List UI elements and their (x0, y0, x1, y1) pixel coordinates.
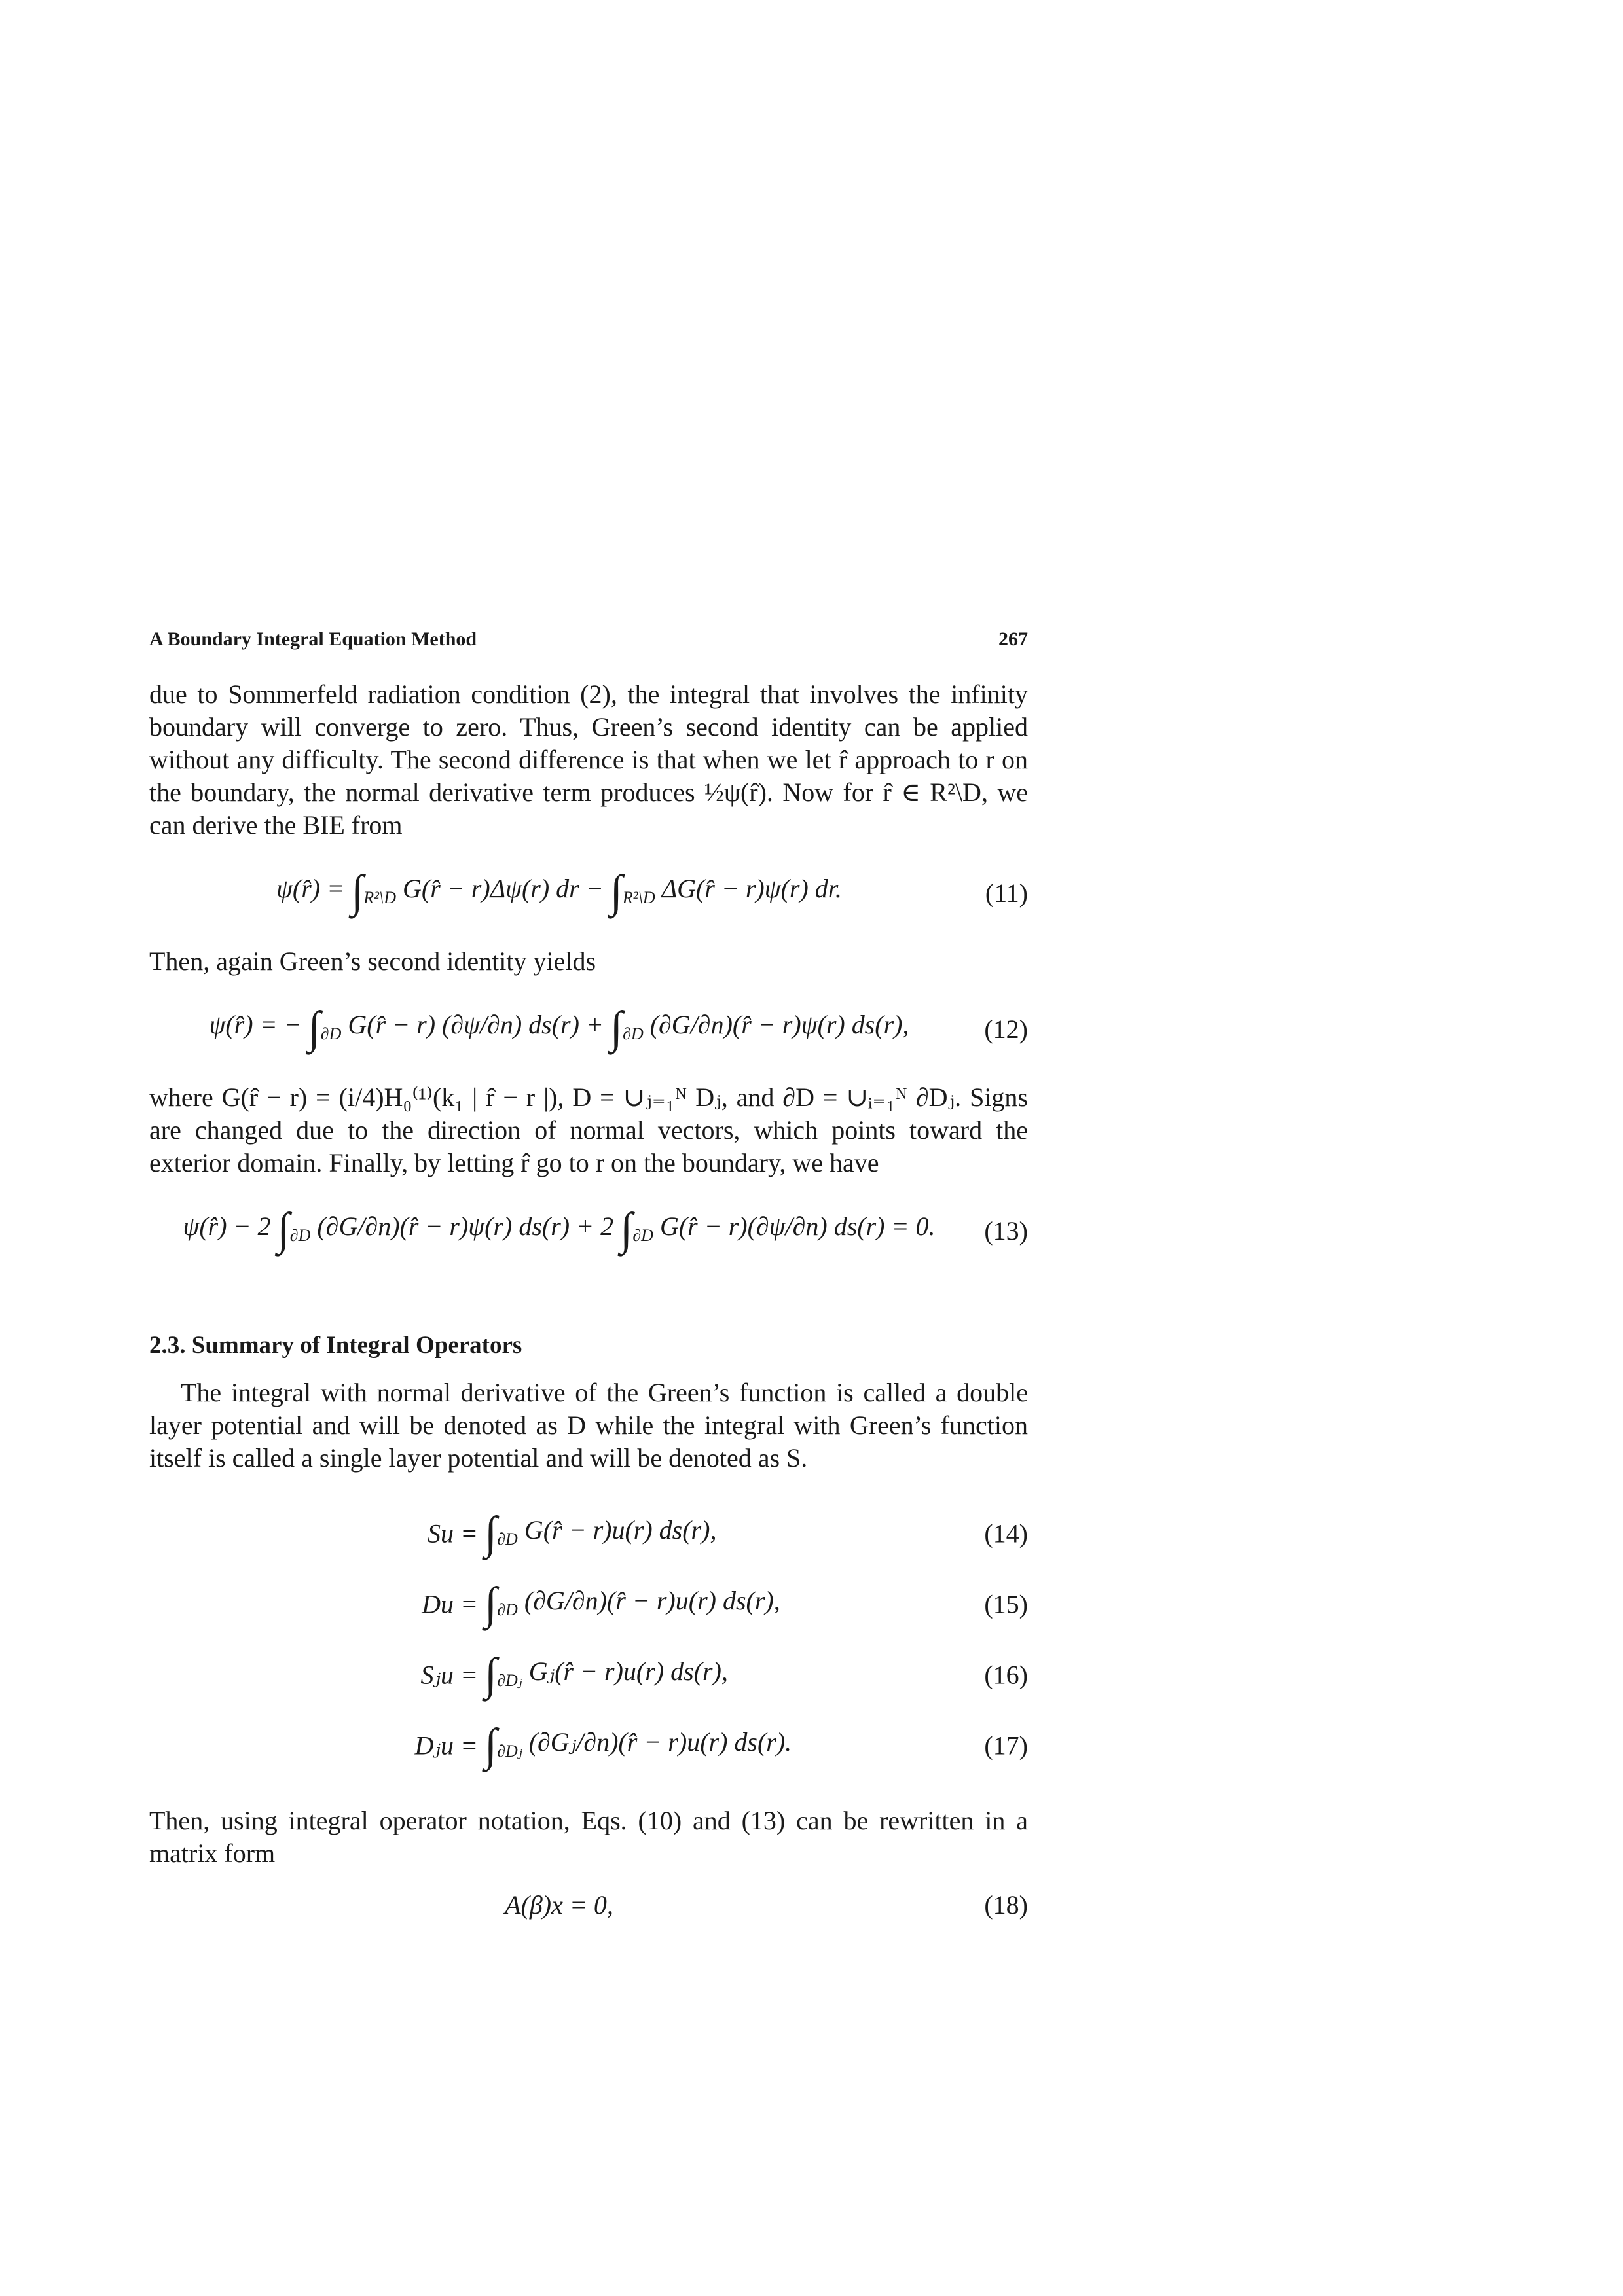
equation-number: (18) (984, 1890, 1028, 1920)
eq13-term-2: G(r̂ − r)(∂ψ/∂n) ds(r) = 0. (659, 1211, 936, 1241)
paragraph-1: due to Sommerfeld radiation condition (2), the integral that involves the infinity boundary will converge to zero. Thus, Green’s second identity can be applied without any difficulty. The second difference is that when we let r̂ approach to r on the boundary, the normal derivative term produces ½ψ(r̂). Now for r̂ ∈ R²\D, we can derive the BIE from (149, 679, 1028, 840)
integral-sign: ∫ (484, 1649, 498, 1700)
running-head-title: A Boundary Integral Equation Method (149, 628, 477, 650)
operator-integrand: (∂Gⱼ/∂n)(r̂ − r)u(r) ds(r). (528, 1727, 792, 1757)
eq12-term-1: G(r̂ − r) (∂ψ/∂n) ds(r) + (348, 1010, 604, 1039)
operator-integrand: (∂G/∂n)(r̂ − r)u(r) ds(r), (524, 1586, 780, 1615)
running-head (149, 628, 1028, 651)
integral-sign: ∫ (308, 1003, 321, 1053)
equation-number: (14) (984, 1518, 1028, 1549)
page-content (149, 628, 1028, 1941)
paragraph-3: where G(r̂ − r) = (i/4)H₀⁽¹⁾(k₁ | r̂ − r |), D = ∪ⱼ₌₁ᴺ Dⱼ, and ∂D = ∪ᵢ₌₁ᴺ ∂Dⱼ. Signs are changed due to the direction of normal vectors, which points toward the exterior domain. Finally, by letting r̂ go to r on the boundary, we have (149, 1083, 1028, 1177)
operator-integrand: Gⱼ(r̂ − r)u(r) ds(r), (528, 1657, 728, 1686)
eq11-term-2: ΔG(r̂ − r)ψ(r) dr. (661, 874, 842, 903)
integral-sign: ∫ (351, 867, 364, 917)
equation-12 (149, 994, 1028, 1066)
operator-lhs: Sⱼu = (420, 1660, 478, 1690)
integral-sign: ∫ (620, 1204, 633, 1255)
equation-number: (17) (984, 1731, 1028, 1761)
paragraph-4: The integral with normal derivative of the Green’s function is called a double layer potential and will be denoted as D while the integral with Green’s function itself is called a single layer potential and will be denoted as S. (149, 1378, 1028, 1473)
integral-sign: ∫ (610, 1003, 623, 1053)
equation-number: (11) (985, 878, 1028, 908)
operator-row (149, 1498, 1028, 1569)
eq13-lhs: ψ(r̂) − 2 (183, 1211, 271, 1241)
eq12-term-2: (∂G/∂n)(r̂ − r)ψ(r) ds(r), (649, 1010, 909, 1039)
operator-row (149, 1640, 1028, 1710)
operator-row (149, 1710, 1028, 1781)
eq11-domain-1: R²\D (363, 888, 396, 907)
equation-number: (12) (984, 1014, 1028, 1044)
equation-13 (149, 1195, 1028, 1267)
operator-lhs: Su = (428, 1518, 478, 1549)
operator-domain: ∂Dⱼ (497, 1742, 522, 1761)
operator-integrand: G(r̂ − r)u(r) ds(r), (524, 1515, 717, 1545)
operator-definitions (149, 1498, 1028, 1781)
operator-domain: ∂Dⱼ (497, 1671, 522, 1690)
paragraph-2: Then, again Green’s second identity yields (149, 946, 596, 976)
eq12-domain-1: ∂D (320, 1024, 342, 1043)
operator-rhs (484, 1719, 792, 1772)
integral-sign: ∫ (484, 1579, 498, 1629)
eq13-term-1: (∂G/∂n)(r̂ − r)ψ(r) ds(r) + 2 (317, 1211, 614, 1241)
operator-rhs (484, 1578, 780, 1630)
equation-number: (15) (984, 1589, 1028, 1619)
eq11-term-1: G(r̂ − r)Δψ(r) dr − (402, 874, 604, 903)
operator-rhs (484, 1507, 716, 1560)
eq11-domain-2: R²\D (622, 888, 655, 907)
integral-sign: ∫ (610, 867, 623, 917)
eq12-lhs: ψ(r̂) = − (209, 1010, 302, 1039)
eq12-domain-2: ∂D (623, 1024, 644, 1043)
eq18-body: A(β)x = 0, (505, 1890, 613, 1920)
operator-lhs: Dⱼu = (414, 1731, 478, 1761)
eq13-domain-2: ∂D (632, 1226, 653, 1245)
equation-number: (16) (984, 1660, 1028, 1690)
eq13-domain-1: ∂D (289, 1226, 311, 1245)
operator-domain: ∂D (497, 1600, 518, 1619)
page-number: 267 (998, 628, 1028, 650)
integral-sign: ∫ (484, 1720, 498, 1770)
operator-rhs (484, 1649, 728, 1701)
integral-sign: ∫ (484, 1508, 498, 1558)
paragraph-5: Then, using integral operator notation, Eqs. (10) and (13) can be rewritten in a matrix form (149, 1806, 1028, 1868)
equation-number: (13) (984, 1216, 1028, 1246)
operator-lhs: Du = (422, 1589, 478, 1619)
operator-domain: ∂D (497, 1530, 518, 1549)
equation-18 (149, 1886, 1028, 1925)
operator-row (149, 1569, 1028, 1640)
section-heading: 2.3. Summary of Integral Operators (149, 1332, 522, 1359)
eq11-lhs: ψ(r̂) = (276, 874, 345, 903)
integral-sign: ∫ (277, 1204, 290, 1255)
equation-11 (149, 857, 1028, 929)
